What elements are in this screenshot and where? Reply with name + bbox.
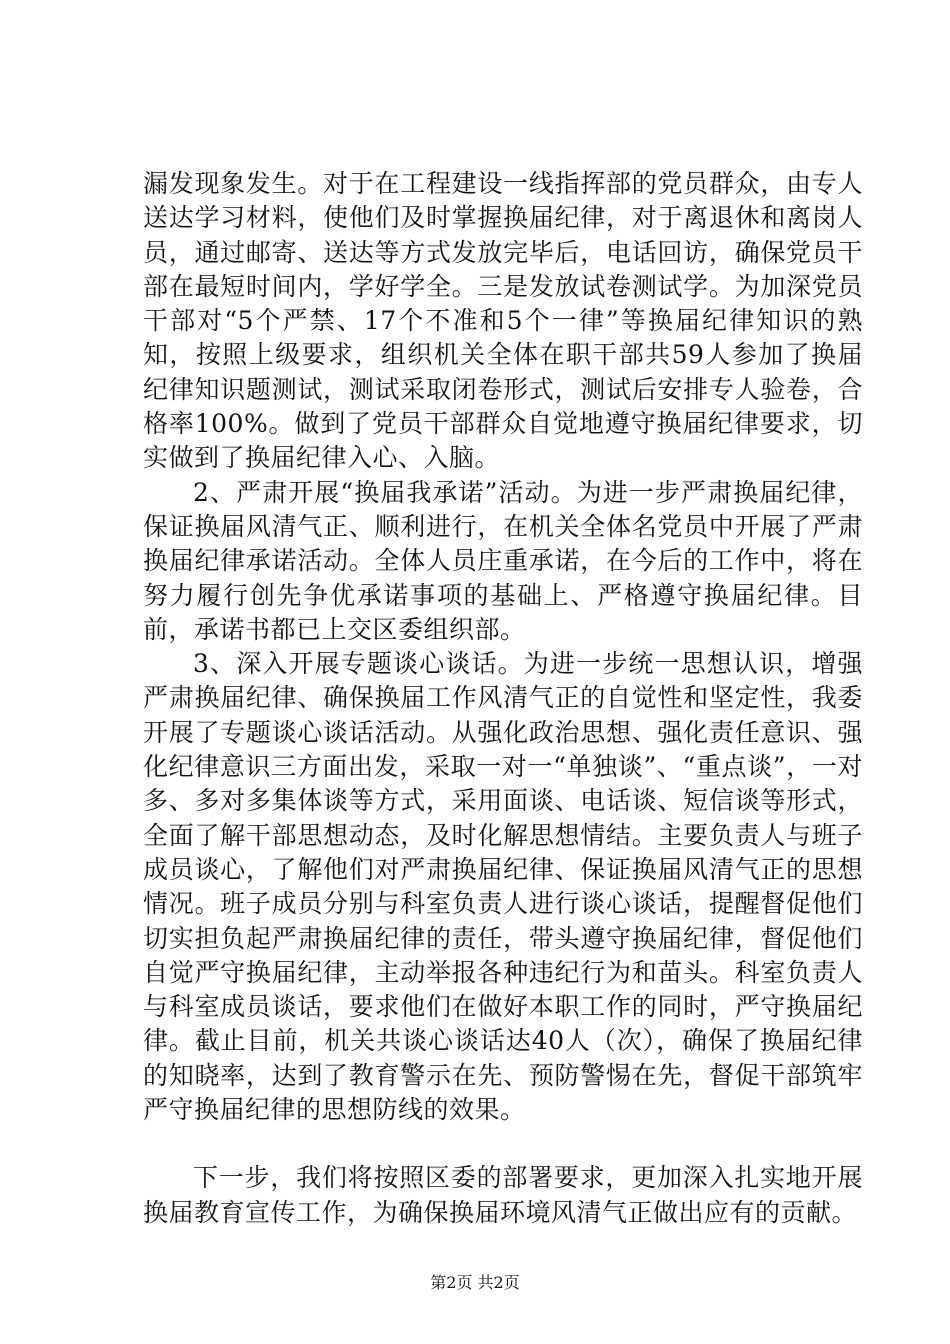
page-footer: 第2页 共2页 — [430, 1273, 520, 1292]
document-body — [143, 167, 863, 1230]
paragraph-conclusion: 下一步，我们将按照区委的部署要求，更加深入扎实地开展换届教育宣传工作，为确保换届环境风清气正做出应有的贡献。 — [143, 1163, 863, 1227]
paragraph-spacer — [143, 1127, 863, 1161]
paragraph-continuation: 漏发现象发生。对于在工程建设一线指挥部的党员群众，由专人送达学习材料，使他们及时掌握换届纪律，对于离退休和离岗人员，通过邮寄、送达等方式发放完毕后，电话回访，确保党员干部在最短时间内，学好学全。三是发放试卷测试学。为加深党员干部对“5个严禁、17个不准和5个一律”等换届纪律知识的熟知，按照上级要求，组织机关全体在职干部共59人参加了换届纪律知识题测试，测试采取闭卷形式，测试后安排专人验卷，合格率100%。做到了党员干部群众自觉地遵守换届纪律要求，切实做到了换届纪律入心、入脑。 — [143, 169, 863, 473]
paragraph-item-3: 3、深入开展专题谈心谈话。为进一步统一思想认识，增强严肃换届纪律、确保换届工作风清气正的自觉性和坚定性，我委开展了专题谈心谈话活动。从强化政治思想、强化责任意识、强化纪律意识三方面出发，采取一对一“单独谈”、“重点谈”，一对多、多对多集体谈等方式，采用面谈、电话谈、短信谈等形式，全面了解干部思想动态，及时化解思想情结。主要负责人与班子成员谈心，了解他们对严肃换届纪律、保证换届风清气正的思想情况。班子成员分别与科室负责人进行谈心谈话，提醒督促他们切实担负起严肃换届纪律的责任，带头遵守换届纪律，督促他们自觉严守换届纪律，主动举报各种违纪行为和苗头。科室负责人与科室成员谈话，要求他们在做好本职工作的同时，严守换届纪律。截止目前，机关共谈心谈话达40人（次），确保了换届纪律的知晓率，达到了教育警示在先、预防警惕在先，督促干部筑牢严守换届纪律的思想防线的效果。 — [143, 649, 863, 1125]
paragraph-item-2: 2、严肃开展“换届我承诺”活动。为进一步严肃换届纪律，保证换届风清气正、顺利进行，在机关全体名党员中开展了严肃换届纪律承诺活动。全体人员庄重承诺，在今后的工作中，将在努力履行创先争优承诺事项的基础上、严格遵守换届纪律。目前，承诺书都已上交区委组织部。 — [143, 477, 863, 644]
